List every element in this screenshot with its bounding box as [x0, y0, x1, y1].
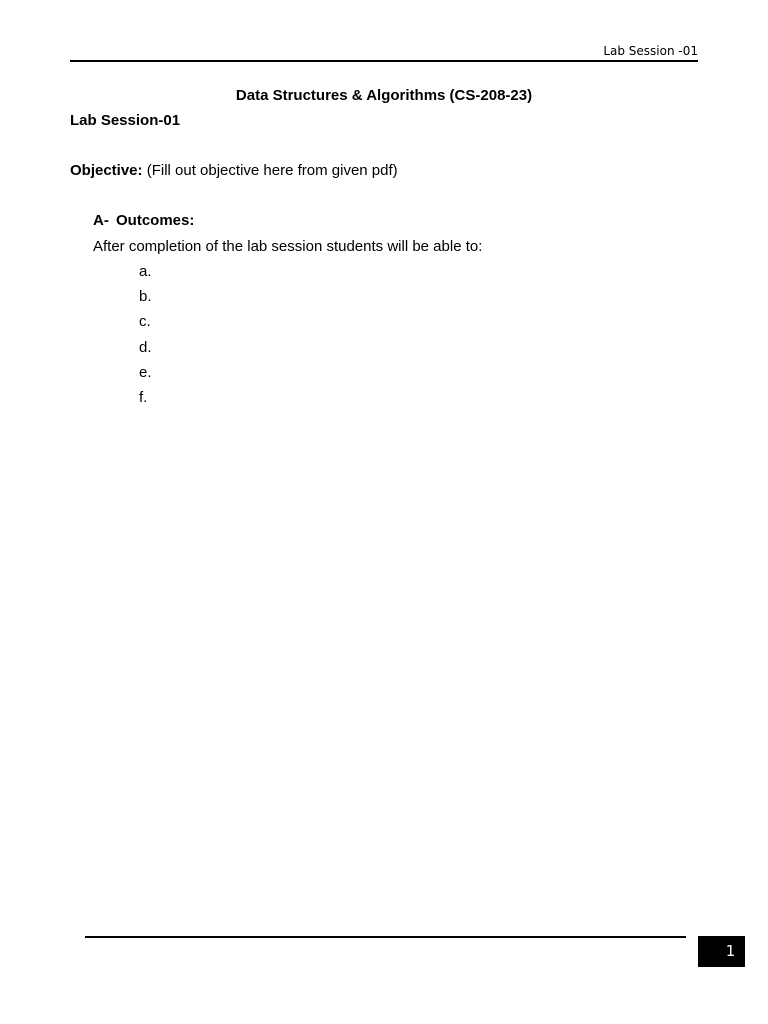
objective-text: (Fill out objective here from given pdf) [142, 162, 398, 179]
course-title: Data Structures & Algorithms (CS-208-23) [235, 87, 533, 104]
page-number-box [698, 936, 745, 967]
outcomes-heading-text: Outcomes: [116, 212, 195, 229]
footer-rule [85, 936, 686, 938]
outcome-item-d: d. [139, 338, 152, 356]
outcome-item-c: c. [139, 313, 151, 331]
outcome-item-f: f. [139, 388, 148, 406]
objective-line [70, 162, 398, 180]
page-number: 1 [725, 942, 736, 960]
objective-label: Objective: [70, 162, 143, 179]
outcome-item-e: e. [139, 363, 152, 381]
outcome-item-b: b. [139, 288, 152, 306]
outcomes-marker: A- [93, 212, 109, 229]
outcomes-intro: After completion of the lab session students will be able to: [93, 238, 483, 255]
outcomes-heading [93, 212, 194, 230]
session-title: Lab Session-01 [70, 112, 181, 129]
header-rule [70, 60, 698, 62]
outcome-list [139, 263, 152, 414]
outcome-item-a: a. [139, 263, 152, 280]
running-header: Lab Session -01 [603, 44, 698, 58]
